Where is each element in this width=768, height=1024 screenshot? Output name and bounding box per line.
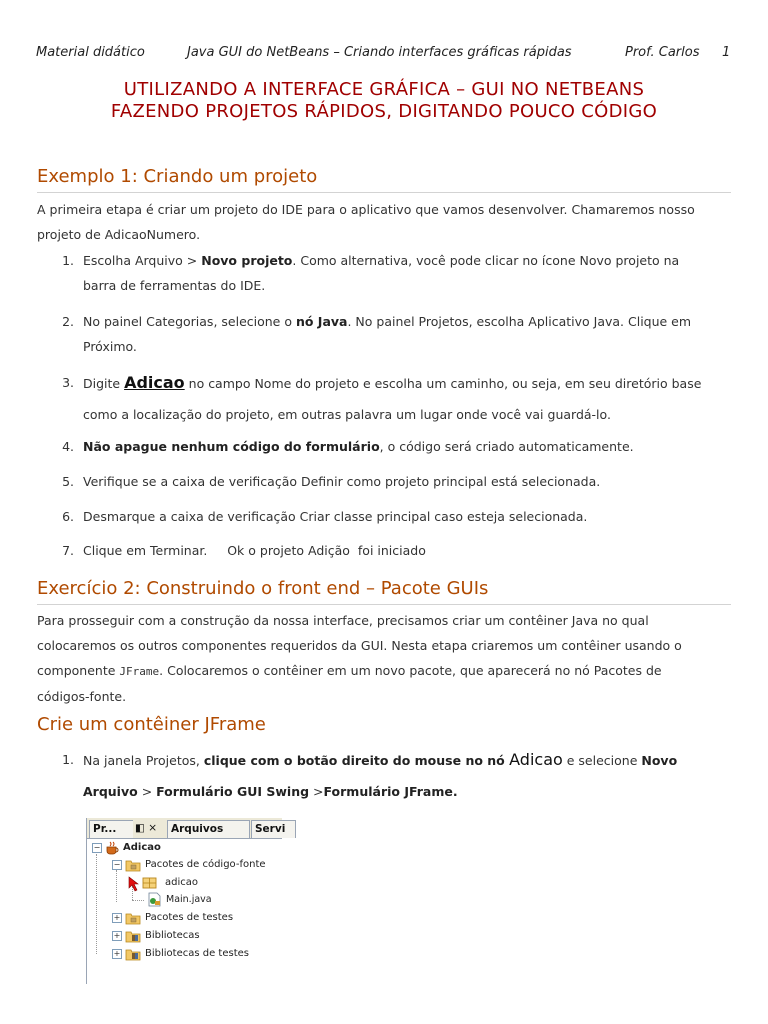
title-line-2: FAZENDO PROJETOS RÁPIDOS, DIGITANDO POUCO CÓDIGO	[110, 101, 658, 122]
document-title	[0, 79, 768, 123]
coffee-cup-icon	[104, 840, 120, 856]
list-number: 3.	[62, 375, 74, 390]
step-text: No painel Categorias, selecione o	[83, 314, 296, 329]
list-number: 7.	[62, 543, 74, 558]
step-text: Próximo.	[83, 339, 137, 354]
projects-panel	[86, 818, 286, 984]
expand-icon[interactable]: +	[113, 931, 121, 940]
step-text: , o código será criado automaticamente.	[379, 439, 634, 454]
step-bold: Novo projeto	[201, 253, 293, 268]
page-number: 1	[722, 45, 731, 60]
header-left: Material didático	[36, 45, 145, 60]
expand-icon[interactable]: +	[113, 949, 121, 958]
step-text: Clique em Terminar. Ok o projeto Adição foi iniciado	[83, 543, 426, 558]
step-text: Desmarque a caixa de verificação Criar classe principal caso esteja selecionada.	[83, 509, 588, 524]
library-folder-icon	[125, 929, 141, 943]
step-text: Escolha Arquivo >	[83, 253, 202, 268]
list-number: 4.	[62, 439, 74, 454]
section2-paragraph	[37, 608, 737, 709]
red-arrow-icon	[127, 875, 143, 893]
list-number: 5.	[62, 474, 74, 489]
section-heading-3: Crie um contêiner JFrame	[37, 714, 266, 735]
tree-node-package[interactable]: adicao	[165, 877, 198, 888]
section-heading-1: Exemplo 1: Criando um projeto	[37, 166, 318, 187]
heading-rule-1	[37, 192, 731, 193]
step-bold: Novo	[641, 753, 678, 768]
tree-node-test-libraries[interactable]: Bibliotecas de testes	[145, 948, 249, 959]
tree-line	[116, 870, 117, 902]
step-text: >	[137, 784, 157, 799]
tree-node-main-java[interactable]: Main.java	[166, 894, 212, 905]
step-text: Verifique se a caixa de verificação Definir como projeto principal está selecionada.	[83, 474, 601, 489]
code-jframe: JFrame	[119, 665, 160, 678]
header-author: Prof. Carlos	[625, 45, 700, 60]
folder-icon	[125, 911, 141, 925]
list-number: 1.	[62, 253, 74, 268]
para-line: colocaremos os outros componentes requeridos da GUI. Nesta etapa criaremos um contêiner usando o	[37, 638, 682, 653]
package-icon	[142, 876, 158, 890]
tree-line	[132, 900, 144, 901]
step-text: no campo Nome do projeto e escolha um caminho, ou seja, em seu diretório base	[184, 376, 702, 391]
java-file-icon	[148, 892, 162, 907]
intro-line-2: projeto de AdicaoNumero.	[37, 227, 201, 242]
step-bold: Formulário GUI Swing	[156, 784, 310, 799]
list-number: 1.	[62, 752, 74, 767]
header-center: Java GUI do NetBeans – Criando interfaces gráficas rápidas	[187, 45, 572, 60]
collapse-icon[interactable]: −	[113, 860, 121, 869]
step-bold: Arquivo	[83, 784, 138, 799]
step-bold: clique com o botão direito do mouse no nó	[203, 753, 510, 768]
para-line: códigos-fonte.	[37, 689, 127, 704]
step-text: como a localização do projeto, em outras palavra um lugar onde você vai guardá-lo.	[83, 407, 611, 422]
tree-node-test-packages[interactable]: Pacotes de testes	[145, 912, 234, 923]
tree-line	[96, 854, 97, 954]
library-folder-icon	[125, 947, 141, 961]
list-number: 2.	[62, 314, 74, 329]
folder-icon	[125, 858, 141, 872]
heading-rule-2	[37, 604, 731, 605]
tree-node-source-packages[interactable]: Pacotes de código-fonte	[145, 859, 266, 870]
para-line: Para prosseguir com a construção da nossa interface, precisamos criar um contêiner Java no qual	[37, 613, 649, 628]
para-text: componente	[37, 663, 120, 678]
para-text: . Colocaremos o contêiner em um novo pacote, que aparecerá no nó Pacotes de	[159, 663, 662, 678]
tree-node-root[interactable]: Adicao	[123, 842, 161, 853]
step-text: barra de ferramentas do IDE.	[83, 278, 266, 293]
step-text: e selecione	[562, 753, 642, 768]
step-text: Digite	[83, 376, 125, 391]
tab-services[interactable]: Servi	[251, 820, 296, 838]
section1-intro	[37, 197, 737, 247]
step-text: >	[309, 784, 324, 799]
tab-projects[interactable]: Pr...	[89, 820, 133, 838]
section-heading-2: Exercício 2: Construindo o front end – Pacote GUIs	[37, 578, 489, 599]
collapse-icon[interactable]: −	[93, 843, 101, 852]
step-bold: nó Java	[295, 314, 348, 329]
project-name-highlight: Adicao	[124, 373, 185, 392]
step-text: . No painel Projetos, escolha Aplicativo Java. Clique em	[347, 314, 692, 329]
tab-controls[interactable]: ◧ ×	[135, 822, 158, 834]
panel-tabs	[87, 818, 286, 839]
title-line-1: UTILIZANDO A INTERFACE GRÁFICA – GUI NO NETBEANS	[123, 79, 645, 100]
intro-line-1: A primeira etapa é criar um projeto do IDE para o aplicativo que vamos desenvolver. Chamaremos nosso	[37, 202, 695, 217]
list-number: 6.	[62, 509, 74, 524]
expand-icon[interactable]: +	[113, 913, 121, 922]
tab-files[interactable]: Arquivos	[167, 820, 250, 838]
step-bold: Formulário JFrame.	[323, 784, 458, 799]
step-text: Na janela Projetos,	[83, 753, 204, 768]
step-text: . Como alternativa, você pode clicar no ícone Novo projeto na	[292, 253, 680, 268]
tree-node-libraries[interactable]: Bibliotecas	[145, 930, 200, 941]
step-bold: Não apague nenhum código do formulário	[83, 439, 380, 454]
node-name: Adicao	[509, 750, 563, 769]
